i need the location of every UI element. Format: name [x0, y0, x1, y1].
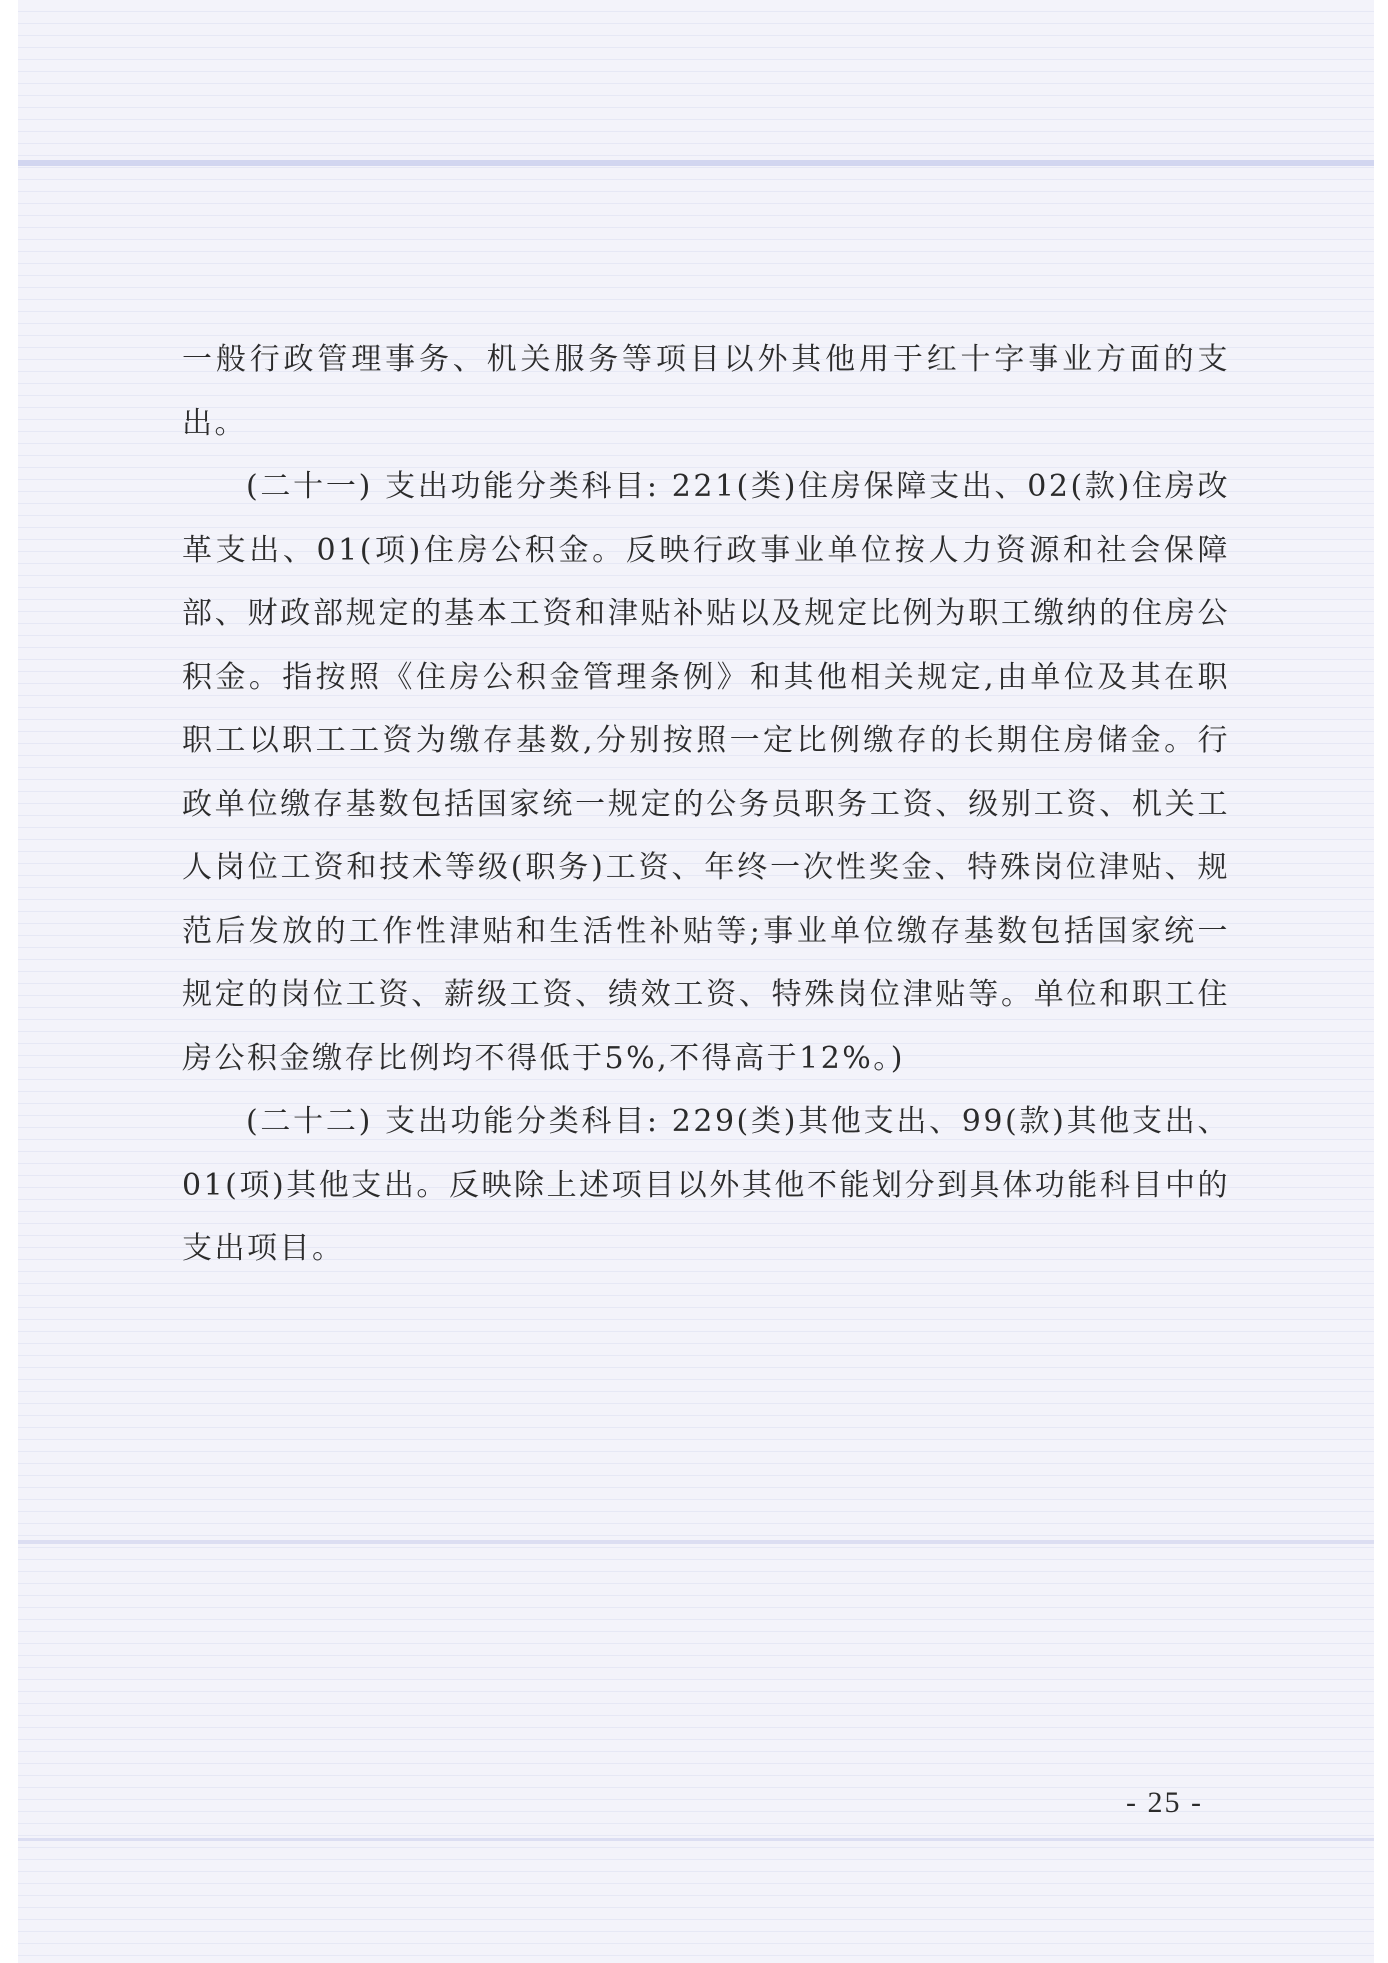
page-number: - 25 - [1126, 1786, 1203, 1819]
document-body [182, 328, 1230, 1281]
scan-band [18, 160, 1374, 166]
paragraph-continued: 一般行政管理事务、机关服务等项目以外其他用于红十字事业方面的支出。 [182, 342, 1230, 441]
scan-margin-right [1374, 0, 1388, 1963]
paragraph-item-22: (二十二) 支出功能分类科目: 229(类)其他支出、99(款)其他支出、01(项)其他支出。反映除上述项目以外其他不能划分到具体功能科目中的支出项目。 [182, 1104, 1230, 1266]
paragraph-item-21: (二十一) 支出功能分类科目: 221(类)住房保障支出、02(款)住房改革支出、01(项)住房公积金。反映行政事业单位按人力资源和社会保障部、财政部规定的基本工资和津贴补贴以及规定比例为职工缴纳的住房公积金。指按照《住房公积金管理条例》和其他相关规定,由单位及其在职职工以职工工资为缴存基数,分别按照一定比例缴存的长期住房储金。行政单位缴存基数包括国家统一规定的公务员职务工资、级别工资、机关工人岗位工资和技术等级(职务)工资、年终一次性奖金、特殊岗位津贴、规范后发放的工作性津贴和生活性补贴等;事业单位缴存基数包括国家统一规定的岗位工资、薪级工资、绩效工资、特殊岗位津贴等。单位和职工住房公积金缴存比例均不得低于5%,不得高于12%。) [182, 469, 1230, 1076]
scan-margin-left [0, 0, 18, 1963]
scan-band [18, 1540, 1374, 1544]
scan-band [18, 1838, 1374, 1841]
